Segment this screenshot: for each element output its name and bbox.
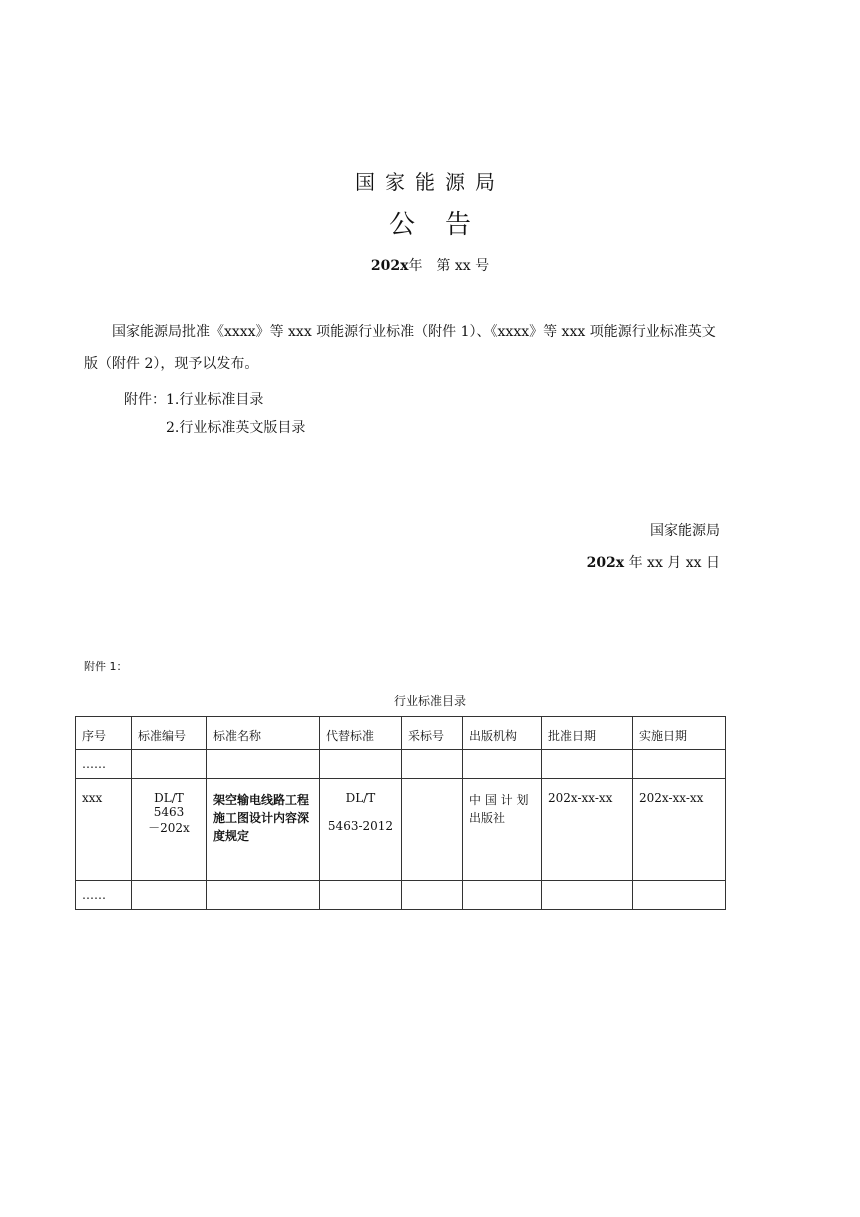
appendix-label: 附件 1： — [84, 660, 128, 673]
notice-number-year: 202x — [370, 258, 409, 274]
publisher-cell: 中 国 计 划 出版社 — [463, 779, 542, 881]
attachments-list-item-2: 2.行业标准英文版目录 — [166, 420, 306, 436]
effective-date-cell: 202x-xx-xx — [633, 779, 726, 881]
signature-org: 国家能源局 — [650, 523, 720, 539]
notice-number — [0, 255, 860, 275]
table-row — [76, 881, 726, 910]
table-row — [76, 750, 726, 779]
notice-title: 公告 — [388, 210, 501, 240]
issuer-name: 国家能源局 — [355, 170, 505, 194]
code-cell — [132, 779, 207, 881]
table-row — [76, 779, 726, 881]
column-header: 代替标准 — [320, 717, 402, 750]
code-line-2: －202x — [148, 821, 190, 835]
code-line-1: DL/T 5463 — [153, 791, 185, 819]
ellipsis-cell: …… — [76, 750, 132, 779]
column-header: 序号 — [76, 717, 132, 750]
replaced-line-2: 5463-2012 — [327, 819, 394, 833]
column-header: 出版机构 — [463, 717, 542, 750]
column-header: 标准编号 — [132, 717, 207, 750]
replaced-cell — [320, 779, 402, 881]
adopted-cell — [402, 779, 463, 881]
column-header: 采标号 — [402, 717, 463, 750]
signature-date-rest: 年 xx 月 xx 日 — [624, 555, 720, 571]
table-title: 行业标准目录 — [393, 694, 466, 708]
table-header-row — [76, 717, 726, 750]
column-header: 实施日期 — [633, 717, 726, 750]
notice-paragraph: 国家能源局批准《xxxx》等 xxx 项能源行业标准（附件 1）、《xxxx》等 xxx 项能源行业标准英文版（附件 2），现予以发布。 — [84, 324, 716, 372]
column-header: 标准名称 — [207, 717, 320, 750]
attachments-list-item-1: 附件：1.行业标准目录 — [124, 392, 264, 408]
signature-date-year: 202x — [586, 555, 625, 571]
replaced-line-1: DL/T — [345, 791, 376, 805]
notice-number-rest: 年 第 xx 号 — [408, 258, 490, 274]
column-header: 批准日期 — [542, 717, 633, 750]
signature-date — [587, 552, 720, 572]
name-cell: 架空输电线路工程施工图设计内容深度规定 — [207, 779, 320, 881]
ellipsis-cell: …… — [76, 881, 132, 910]
seq-cell: xxx — [76, 779, 132, 881]
approval-date-cell: 202x-xx-xx — [542, 779, 633, 881]
standards-table — [75, 716, 726, 910]
